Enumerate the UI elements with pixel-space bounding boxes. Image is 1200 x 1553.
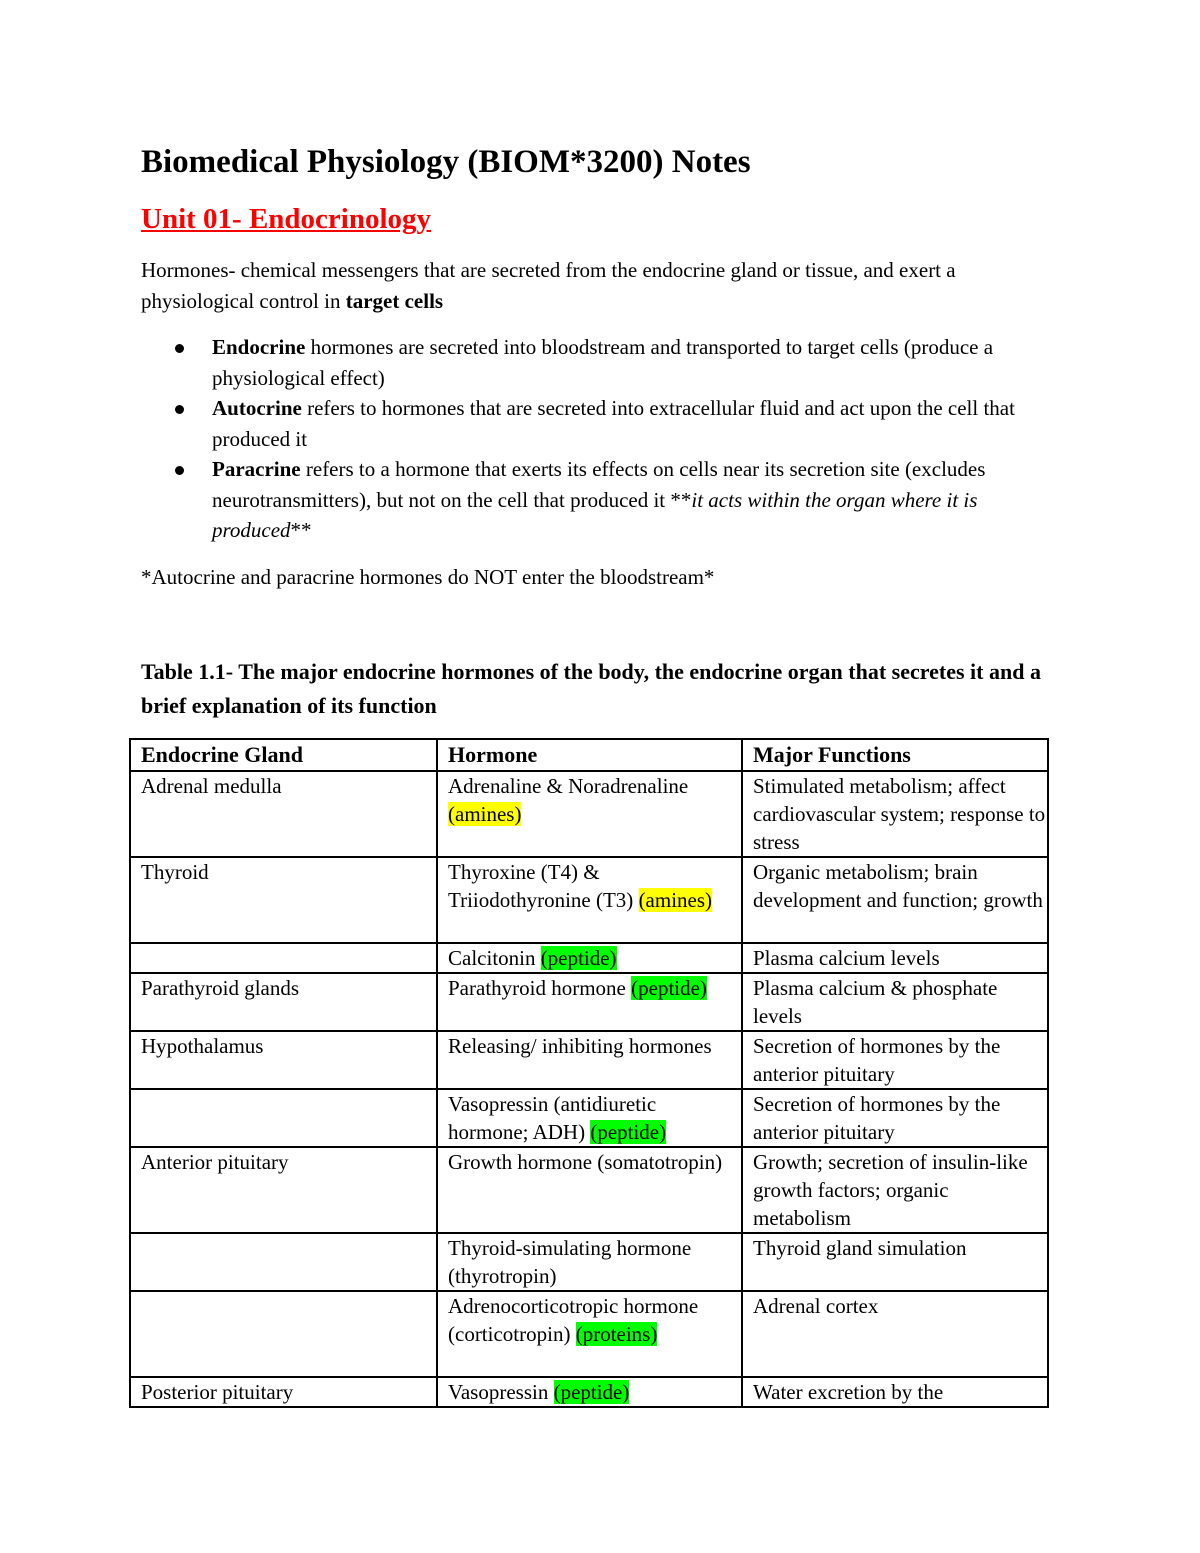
hormone-class-tag: (amines) xyxy=(638,888,713,912)
cell-function: Growth; secretion of insulin-like growth factors; organic metabolism xyxy=(742,1147,1048,1233)
cell-gland xyxy=(130,1291,437,1377)
bullet-italic-text: it acts within the organ where it is produced xyxy=(212,487,978,542)
cell-gland xyxy=(130,1233,437,1291)
endocrine-hormones-table xyxy=(129,738,1049,1408)
cell-gland xyxy=(130,943,437,973)
hormone-name: Adrenaline & Noradrenaline xyxy=(448,774,689,798)
bloodstream-note: *Autocrine and paracrine hormones do NOT enter the bloodstream* xyxy=(141,565,715,589)
column-header: Hormone xyxy=(437,739,742,771)
cell-gland: Adrenal medulla xyxy=(130,771,437,857)
hormone-class-tag: (peptide) xyxy=(631,976,707,1000)
cell-hormone xyxy=(437,771,742,857)
cell-function: Secretion of hormones by the anterior pituitary xyxy=(742,1031,1048,1089)
cell-function: Plasma calcium levels xyxy=(742,943,1048,973)
hormone-class-tag: (proteins) xyxy=(575,1322,658,1346)
bullet-term: Paracrine xyxy=(212,457,301,481)
bullet-icon xyxy=(175,405,184,414)
hormone-class-tag: (peptide) xyxy=(590,1120,667,1144)
hormone-name: Vasopressin (antidiuretic hormone; ADH) xyxy=(448,1092,657,1144)
table-row xyxy=(130,1089,1048,1147)
cell-hormone xyxy=(437,1031,742,1089)
bullet-icon xyxy=(175,466,184,475)
document-title: Biomedical Physiology (BIOM*3200) Notes xyxy=(141,144,751,180)
cell-function: Adrenal cortex xyxy=(742,1291,1048,1377)
cell-gland: Thyroid xyxy=(130,857,437,943)
table-body xyxy=(130,771,1048,1407)
cell-function: Thyroid gland simulation xyxy=(742,1233,1048,1291)
bullet-text: refers to a hormone that exerts its effects on cells near its secretion site (excludes neurotransmitters), but not on the cell that produced it ** xyxy=(212,457,986,512)
cell-hormone xyxy=(437,1233,742,1291)
cell-hormone xyxy=(437,1147,742,1233)
hormone-name: Thyroid-simulating hormone (thyrotropin) xyxy=(448,1236,692,1288)
cell-gland: Parathyroid glands xyxy=(130,973,437,1031)
cell-hormone xyxy=(437,973,742,1031)
bullet-text: hormones are secreted into bloodstream and transported to target cells (produce a physiological effect) xyxy=(212,335,994,390)
table-row xyxy=(130,1377,1048,1407)
hormone-name: Vasopressin xyxy=(448,1380,554,1404)
column-header: Major Functions xyxy=(742,739,1048,771)
cell-hormone xyxy=(437,1089,742,1147)
table-row xyxy=(130,771,1048,857)
cell-gland: Anterior pituitary xyxy=(130,1147,437,1233)
table-row xyxy=(130,973,1048,1031)
definition-bold-term: target cells xyxy=(345,288,444,313)
cell-hormone xyxy=(437,857,742,943)
table-row xyxy=(130,857,1048,943)
list-item xyxy=(141,332,1051,393)
cell-gland xyxy=(130,1089,437,1147)
cell-function: Plasma calcium & phosphate levels xyxy=(742,973,1048,1031)
cell-hormone xyxy=(437,943,742,973)
hormone-name: Parathyroid hormone xyxy=(448,976,632,1000)
definition-text: Hormones- chemical messengers that are secreted from the endocrine gland or tissue, and exert a physiological control in xyxy=(141,258,956,313)
hormones-definition xyxy=(141,255,1051,316)
bullet-icon xyxy=(175,344,184,353)
list-item xyxy=(141,454,1051,546)
cell-function: Secretion of hormones by the anterior pituitary xyxy=(742,1089,1048,1147)
table-row xyxy=(130,1233,1048,1291)
column-header: Endocrine Gland xyxy=(130,739,437,771)
bullet-term: Autocrine xyxy=(212,396,302,420)
table-caption-text: - The major endocrine hormones of the body, the endocrine organ that secretes it and a brief explanation of its function xyxy=(141,659,1041,718)
cell-hormone xyxy=(437,1377,742,1407)
table-row xyxy=(130,1031,1048,1089)
table-header-row xyxy=(130,739,1048,771)
cell-function: Water excretion by the xyxy=(742,1377,1048,1407)
cell-gland: Hypothalamus xyxy=(130,1031,437,1089)
bullet-tail-text: ** xyxy=(290,518,312,542)
bullet-term: Endocrine xyxy=(212,335,306,359)
hormone-name: Calcitonin xyxy=(448,946,541,970)
table-caption xyxy=(141,655,1051,723)
table-row xyxy=(130,1291,1048,1377)
cell-function: Organic metabolism; brain development and function; growth xyxy=(742,857,1048,943)
cell-function: Stimulated metabolism; affect cardiovascular system; response to stress xyxy=(742,771,1048,857)
hormone-types-list xyxy=(141,332,1051,546)
table-caption-label: Table 1.1 xyxy=(141,659,226,684)
unit-heading: Unit 01- Endocrinology xyxy=(141,203,432,235)
hormone-class-tag: (peptide) xyxy=(553,1380,630,1404)
list-item xyxy=(141,393,1051,454)
cell-gland: Posterior pituitary xyxy=(130,1377,437,1407)
hormone-name: Adrenocorticotropic hormone (corticotropin) xyxy=(448,1294,699,1346)
hormone-name: Thyroxine (T4) & Triiodothyronine (T3) xyxy=(448,860,639,912)
cell-hormone xyxy=(437,1291,742,1377)
table-row xyxy=(130,1147,1048,1233)
bullet-text: refers to hormones that are secreted into extracellular fluid and act upon the cell that produced it xyxy=(212,396,1015,451)
hormone-name: Releasing/ inhibiting hormones xyxy=(448,1034,712,1058)
hormone-name: Growth hormone (somatotropin) xyxy=(448,1150,723,1174)
hormone-class-tag: (peptide) xyxy=(540,946,617,970)
table-row xyxy=(130,943,1048,973)
hormone-class-tag: (amines) xyxy=(448,802,522,826)
